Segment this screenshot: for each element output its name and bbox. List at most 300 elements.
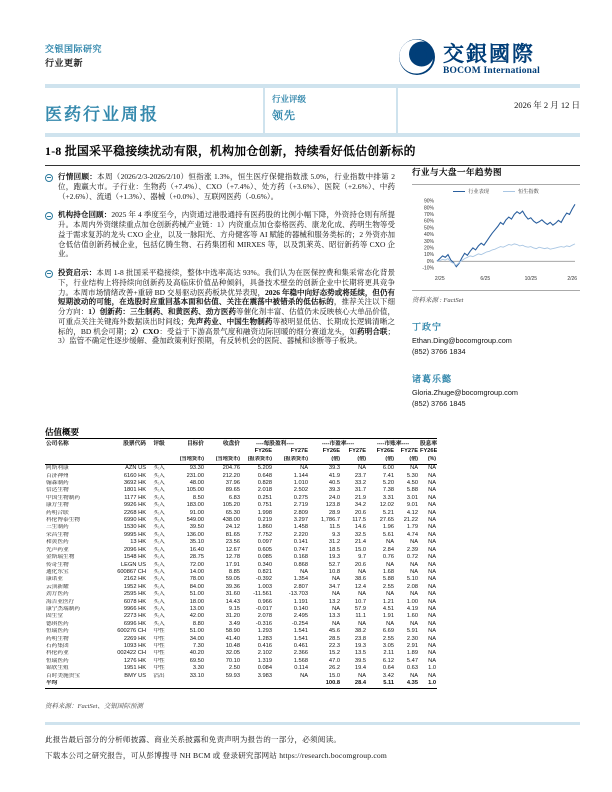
- table-cell: 7.41: [382, 472, 394, 479]
- table-cell: 28.9: [328, 509, 340, 516]
- table-cell: 0.275: [293, 494, 308, 501]
- table-cell: 8.80: [192, 620, 204, 627]
- table-row: [45, 591, 437, 598]
- table-row: [45, 621, 437, 628]
- table-cell: 4.51: [382, 605, 394, 612]
- table-cell: [147, 680, 171, 689]
- table-cell: 52.7: [328, 561, 340, 568]
- table-cell: 10.7: [354, 598, 366, 605]
- table-cell: NA: [428, 509, 436, 516]
- table-cell: 0.966: [257, 598, 272, 605]
- table-cell: 69.50: [189, 657, 204, 664]
- table-cell: NA: [428, 657, 436, 664]
- table-cell: 1.91: [382, 613, 394, 620]
- table-cell: 549.00: [186, 517, 204, 524]
- table-cell: 中性: [153, 635, 165, 642]
- table-cell: 6078 HK: [123, 598, 146, 605]
- table-cell: 6.12: [382, 657, 394, 664]
- svg-text:50%: 50%: [423, 225, 434, 232]
- table-cell: 劲方医药: [46, 591, 69, 598]
- table-cell: 0.868: [293, 561, 308, 568]
- table-cell: 1.541: [293, 635, 308, 642]
- table-cell: 438.00: [222, 517, 240, 524]
- summary-bullets: [45, 172, 395, 426]
- col-fy: FY27E: [400, 448, 418, 455]
- table-cell: 18.00: [189, 598, 204, 605]
- table-cell: 荣昌生物: [46, 531, 69, 538]
- table-row: [45, 532, 437, 539]
- svg-text:80%: 80%: [423, 205, 434, 212]
- table-cell: 28.75: [189, 554, 204, 561]
- table-cell: 买入: [153, 517, 165, 524]
- table-cell: 18.5: [328, 546, 340, 553]
- table-row: [45, 517, 437, 524]
- table-cell: 买入: [153, 576, 165, 583]
- table-cell: NA: [332, 591, 340, 598]
- col-fy: FY26E: [420, 448, 437, 455]
- table-cell: 买入: [153, 487, 165, 494]
- table-cell: 买入: [153, 561, 165, 568]
- table-cell: 21.9: [354, 494, 366, 501]
- svg-text:40%: 40%: [423, 232, 434, 239]
- table-cell: 0.76: [382, 554, 394, 561]
- col-unit: (报表货币): [273, 456, 309, 465]
- table-cell: 买入: [153, 531, 165, 538]
- table-cell: 19.4: [354, 665, 366, 672]
- table-cell: 8.85: [228, 568, 240, 575]
- table-cell: 5.88: [406, 487, 418, 494]
- chart-source: 资料来源 : FactSet: [412, 297, 464, 304]
- download-note-text: 下载本公司之研究报告，可从彭博搜寻 NH BCM 或 登录研究部网站: [45, 751, 280, 760]
- trend-chart-svg: [412, 196, 580, 288]
- table-cell: 100.8: [309, 680, 341, 689]
- footer-divider: [45, 722, 580, 725]
- svg-text:60%: 60%: [423, 218, 434, 225]
- table-cell: 买入: [153, 554, 165, 561]
- table-cell: 0.140: [293, 605, 308, 612]
- table-cell: 药明合联: [46, 509, 69, 516]
- table-cell: 翰森制药: [46, 480, 69, 487]
- report-date: 2026 年 2 月 12 日: [514, 100, 580, 110]
- table-cell: 0.085: [257, 554, 272, 561]
- table-cell: 0.114: [294, 665, 308, 672]
- table-cell: 0.605: [257, 546, 272, 553]
- table-cell: 0.64: [382, 665, 394, 672]
- table-cell: NA: [428, 561, 436, 568]
- table-cell: 康诺亚: [46, 576, 64, 583]
- table-cell: 32.5: [354, 531, 366, 538]
- table-cell: 26.2: [328, 665, 340, 672]
- col-fy: FY26E: [322, 448, 340, 455]
- table-cell: NA: [332, 576, 340, 583]
- table-cell: 31.7: [354, 487, 366, 494]
- table-cell: NA: [428, 472, 436, 479]
- col-unit: (倍): [341, 456, 367, 465]
- bullet-text: 行情回顾：本周（2026/2/3-2026/2/10）恒指涨 1.3%，恒生医疗保健指数涨 5.0%，行业指数中排第 2 位，跑赢大市。子行业：生物药（+7.4%）、CXO（+7.4%）、处方药（+3.6%）、医院（+2.6%）、中药（+2.6%）、流通（+1.3%）、器械（+0.0%）、互联网医药（-0.6%）。: [58, 172, 395, 201]
- table-cell: 28.4: [341, 680, 367, 689]
- table-cell: 12.4: [354, 583, 366, 590]
- table-cell: -0.017: [255, 605, 272, 612]
- table-cell: 15.0: [328, 672, 340, 679]
- table-cell: NA: [428, 554, 436, 561]
- table-cell: 31.2: [328, 539, 340, 546]
- table-cell: 21.4: [354, 539, 366, 546]
- legend-item: 恒生指数: [503, 188, 539, 195]
- table-cell: 沽出: [153, 672, 165, 679]
- table-cell: 恒瑞医药: [46, 657, 69, 664]
- table-cell: 信达生物: [46, 487, 69, 494]
- table-cell: 11.5: [329, 524, 340, 531]
- table-cell: 600276 CH: [117, 628, 146, 635]
- table-row: [45, 473, 437, 480]
- table-cell: 1.354: [293, 576, 308, 583]
- table-cell: 39.3: [328, 465, 340, 472]
- table-cell: 27.65: [379, 517, 394, 524]
- table-cell: 34.00: [189, 635, 204, 642]
- table-cell: 1.21: [382, 598, 394, 605]
- table-cell: 13.2: [328, 598, 340, 605]
- table-cell: 41.9: [328, 472, 340, 479]
- org-name: 交银国际研究: [45, 44, 103, 54]
- table-cell: 84.00: [189, 583, 204, 590]
- table-row: [45, 584, 437, 591]
- table-cell: 2.078: [257, 613, 272, 620]
- table-cell: NA: [386, 561, 394, 568]
- table-cell: 70.10: [225, 657, 240, 664]
- table-cell: 13.3: [328, 613, 340, 620]
- col-close: 收盘价: [205, 439, 241, 449]
- research-site-link[interactable]: https://research.bocomgroup.com: [279, 751, 388, 760]
- header-divider-bottom: [45, 133, 580, 137]
- logo-name-en: BOCOM International: [443, 65, 540, 76]
- table-cell: 锦欣生殖: [46, 665, 69, 672]
- table-cell: 41.40: [225, 635, 240, 642]
- table-cell: 买入: [153, 524, 165, 531]
- svg-text:90%: 90%: [423, 198, 434, 205]
- table-cell: 42.00: [189, 613, 204, 620]
- bocom-logo: [398, 38, 540, 81]
- bocom-logo-icon: [398, 38, 436, 81]
- col-unit: (报表货币): [241, 456, 273, 465]
- table-cell: 1.144: [293, 472, 308, 479]
- table-cell: 0.461: [293, 642, 308, 649]
- table-row: [45, 569, 437, 576]
- table-cell: 7.30: [192, 642, 204, 649]
- table-cell: 买入: [153, 480, 165, 487]
- table-cell: 72.00: [189, 561, 204, 568]
- table-cell: 4.35: [395, 680, 419, 689]
- table-row: [45, 658, 437, 665]
- analyst-phone: (852) 3766 1834: [412, 347, 466, 356]
- table-cell: 24.12: [225, 524, 240, 531]
- table-cell: 39.36: [225, 583, 240, 590]
- table-row: [45, 636, 437, 643]
- table-cell: NA: [428, 628, 436, 635]
- table-cell: 中性: [153, 665, 165, 672]
- table-cell: 3.30: [192, 665, 204, 672]
- col-unit: (倍): [309, 456, 341, 465]
- table-cell: 51.00: [189, 591, 204, 598]
- bullet-icon: [45, 270, 53, 278]
- table-row: [45, 524, 437, 531]
- table-cell: 3.05: [382, 642, 394, 649]
- table-cell: 2.39: [406, 546, 418, 553]
- table-cell: 2.55: [382, 583, 394, 590]
- table-cell: 14.00: [189, 568, 204, 575]
- table-cell: 13.00: [189, 605, 204, 612]
- table-cell: 买入: [153, 620, 165, 627]
- report-category: 行业更新: [45, 58, 84, 68]
- col-unit: (当地货币): [205, 456, 241, 465]
- table-cell: 买入: [153, 583, 165, 590]
- table-cell: 买入: [153, 598, 165, 605]
- table-cell: 0.747: [293, 546, 308, 553]
- table-cell: 1.998: [257, 509, 272, 516]
- analyst-phone: (852) 3766 1845: [412, 399, 466, 408]
- table-cell: NA: [428, 531, 436, 538]
- table-cell: 2.84: [382, 546, 394, 553]
- table-cell: NA: [358, 620, 366, 627]
- table-cell: 9926 HK: [123, 502, 146, 509]
- table-cell: 0.648: [257, 472, 272, 479]
- analyst-card-1: [412, 320, 580, 356]
- table-row: [45, 606, 437, 613]
- table-cell: 1.0: [419, 680, 437, 689]
- table-cell: 1.458: [293, 524, 308, 531]
- table-cell: 91.00: [189, 509, 204, 516]
- table-cell: NA: [428, 465, 436, 472]
- table-cell: 2.719: [293, 502, 308, 509]
- table-cell: 23.7: [354, 472, 366, 479]
- svg-text:70%: 70%: [423, 212, 434, 218]
- bullet-icon: [45, 212, 53, 220]
- download-note: [45, 750, 387, 761]
- table-cell: 3.42: [382, 672, 394, 679]
- table-cell: 0.084: [257, 665, 272, 672]
- table-cell: 6.69: [382, 628, 394, 635]
- table-cell: NA: [428, 583, 436, 590]
- table-cell: 2.495: [293, 613, 308, 620]
- table-cell: 7.752: [257, 531, 272, 538]
- table-cell: 13 HK: [130, 539, 146, 546]
- col-fy: FY27E: [290, 448, 308, 455]
- table-row: [45, 487, 437, 494]
- table-cell: 0.416: [257, 642, 272, 649]
- table-cell: 中性: [153, 650, 165, 657]
- table-cell: 1.860: [257, 524, 272, 531]
- table-cell: 百济神州: [46, 472, 69, 479]
- table-cell: 17.91: [225, 561, 240, 568]
- table-cell: 9.15: [228, 605, 240, 612]
- table-cell: 2.502: [293, 487, 308, 494]
- table-cell: 35.10: [189, 539, 204, 546]
- table-cell: 5.91: [406, 628, 418, 635]
- table-cell: 600867 CH: [117, 568, 146, 575]
- table-cell: 0.751: [257, 502, 272, 509]
- table-cell: 买入: [153, 591, 165, 598]
- table-cell: 2.11: [383, 650, 394, 657]
- bullet-icon: [45, 174, 53, 182]
- table-cell: 1.60: [406, 613, 418, 620]
- table-row: [45, 650, 437, 657]
- table-cell: 89.65: [225, 487, 240, 494]
- table-row: [45, 562, 437, 569]
- table-cell: 3.983: [257, 672, 272, 679]
- table-cell: 1952 HK: [123, 583, 146, 590]
- analyst-email[interactable]: Gloria.Zhuge@bocomgroup.com: [412, 387, 518, 397]
- table-cell: 云顶新耀: [46, 583, 69, 590]
- col-fy: FY27E: [348, 448, 366, 455]
- table-cell: 0.097: [257, 539, 272, 546]
- table-cell: LEGN US: [121, 561, 146, 568]
- table-cell: 4.19: [406, 605, 418, 612]
- table-cell: 14.6: [354, 524, 366, 531]
- table-cell: NA: [428, 620, 436, 627]
- table-cell: 38.6: [354, 576, 366, 583]
- table-cell: 20.6: [354, 561, 366, 568]
- table-cell: 40.20: [189, 650, 204, 657]
- table-cell: -0.316: [255, 620, 272, 627]
- table-cell: 12.78: [225, 554, 240, 561]
- table-cell: 传奇生物: [46, 561, 69, 568]
- table-cell: 2.220: [293, 531, 308, 538]
- table-cell: 和黄医药: [46, 539, 69, 546]
- valuation-section-title: 估值概要: [45, 427, 80, 437]
- table-cell: 15.2: [328, 650, 340, 657]
- legend-swatch: [503, 191, 515, 193]
- table-cell: 1,786.7: [321, 517, 340, 524]
- table-cell: 2.809: [293, 509, 308, 516]
- header-divider-top: [45, 84, 580, 88]
- table-cell: NA: [428, 524, 436, 531]
- col-fy: FY26E: [376, 448, 394, 455]
- headline: 1-8 批国采平稳接续扰动有限，机构加仓创新，持续看好低估创新标的: [45, 142, 580, 166]
- bullet-item: [45, 210, 395, 259]
- table-cell: 海吉亚医疗: [46, 598, 75, 605]
- table-cell: 买入: [153, 465, 165, 472]
- table-cell: 买入: [153, 509, 165, 516]
- table-cell: NA: [410, 561, 418, 568]
- table-cell: 1.283: [257, 635, 272, 642]
- table-cell: 16.40: [189, 546, 204, 553]
- table-cell: 22.3: [328, 642, 340, 649]
- table-cell: 5.10: [406, 576, 418, 583]
- table-cell: 81.65: [225, 531, 240, 538]
- bullet-item: [45, 268, 395, 346]
- table-cell: NA: [332, 605, 340, 612]
- table-cell: 1530 HK: [123, 524, 146, 531]
- table-cell: 23.8: [354, 635, 366, 642]
- col-target: 目标价: [171, 439, 205, 449]
- table-cell: 2.91: [406, 642, 418, 649]
- table-cell: 买入: [153, 539, 165, 546]
- title-cell-divider-left: [263, 88, 265, 133]
- table-cell: 1.68: [382, 568, 394, 575]
- table-cell: NA: [300, 465, 308, 472]
- table-cell: 平均: [45, 680, 101, 689]
- col-div-group: 股息率: [419, 439, 437, 449]
- valuation-table: [45, 438, 437, 689]
- table-cell: 10.48: [225, 642, 240, 649]
- table-cell: 2162 HK: [123, 576, 146, 583]
- table-cell: 2.08: [406, 583, 418, 590]
- table-cell: 康方生物: [46, 502, 69, 509]
- table-cell: NA: [428, 672, 436, 679]
- title-cell-divider-right: [396, 88, 398, 133]
- table-cell: NA: [300, 568, 308, 575]
- table-cell: 9995 HK: [123, 531, 146, 538]
- table-cell: 2.807: [293, 583, 308, 590]
- bullet-text: 机构持仓回顾：2025 年 4 季度至今，内资通过港股通持有医药股的比例小幅下降，外资持仓则有所提升。本周内外资继续重点加仓创新药械产业链：1）内资重点加仓泰格医药、康龙化成、药明生物等受益于需求复苏的龙头 CXO 企业，以及一脉阳光、方舟健客等 AI 赋能的器械和服务类标的；2 外资亦加仓低估值创新药械企业，包括亿腾生物、石药集团和 MIRXES 等，以及凯莱英、昭衍新药等 CXO 企业。: [58, 210, 395, 259]
- table-cell: 先声药业: [46, 546, 69, 553]
- industry-rating-value: 领先: [272, 110, 296, 122]
- table-cell: 3.31: [382, 494, 394, 501]
- svg-text:30%: 30%: [423, 238, 434, 245]
- table-cell: 德琪医药: [46, 620, 69, 627]
- table-cell: 12.02: [379, 502, 394, 509]
- table-cell: 2.50: [228, 665, 240, 672]
- table-cell: 1.003: [257, 583, 272, 590]
- table-cell: 石药集团: [46, 642, 69, 649]
- table-cell: NA: [428, 539, 436, 546]
- table-cell: 0.168: [293, 554, 308, 561]
- table-cell: 002422 CH: [117, 650, 146, 657]
- table-cell: 1.319: [257, 657, 272, 664]
- table-cell: 买入: [153, 605, 165, 612]
- table-cell: 1.79: [406, 524, 418, 531]
- table-cell: 2273 HK: [123, 613, 146, 620]
- table-cell: 1276 HK: [123, 657, 146, 664]
- table-cell: 0.821: [257, 568, 272, 575]
- table-cell: 32.05: [225, 650, 240, 657]
- table-cell: 通化东宝: [46, 568, 69, 575]
- legend-item: 行业表现: [453, 188, 489, 195]
- table-cell: NA: [428, 502, 436, 509]
- table-cell: 34.2: [354, 502, 366, 509]
- table-cell: NA: [410, 539, 418, 546]
- table-cell: 买入: [153, 546, 165, 553]
- analyst-name: 诸葛乐懿: [412, 374, 453, 384]
- svg-text:10/25: 10/25: [524, 276, 538, 282]
- table-cell: -0.392: [255, 576, 272, 583]
- table-cell: 5.61: [382, 531, 394, 538]
- table-cell: 12.67: [225, 546, 240, 553]
- table-cell: 2.102: [257, 650, 272, 657]
- table-cell: 买入: [153, 613, 165, 620]
- table-cell: 204.76: [222, 465, 240, 472]
- table-cell: 23.56: [225, 539, 240, 546]
- industry-rating-label: 行业评级: [272, 94, 307, 104]
- table-cell: 中性: [153, 642, 165, 649]
- table-cell: NA: [410, 568, 418, 575]
- table-cell: 6996 HK: [123, 620, 146, 627]
- table-row: [45, 673, 437, 680]
- table-cell: 0.72: [406, 554, 418, 561]
- table-cell: 6160 HK: [123, 472, 146, 479]
- table-cell: NA: [410, 591, 418, 598]
- analyst-name: 丁政宁: [412, 322, 443, 332]
- table-cell: 三生制药: [46, 524, 69, 531]
- svg-text:10%: 10%: [423, 252, 434, 259]
- analyst-email[interactable]: Ethan.Ding@bocomgroup.com: [412, 335, 512, 345]
- table-cell: 183.00: [186, 502, 204, 509]
- table-cell: 39.50: [189, 524, 204, 531]
- table-cell: NA: [386, 620, 394, 627]
- table-cell: 1.293: [257, 628, 272, 635]
- table-row: [45, 547, 437, 554]
- table-cell: 1093 HK: [123, 642, 146, 649]
- table-cell: [171, 680, 205, 689]
